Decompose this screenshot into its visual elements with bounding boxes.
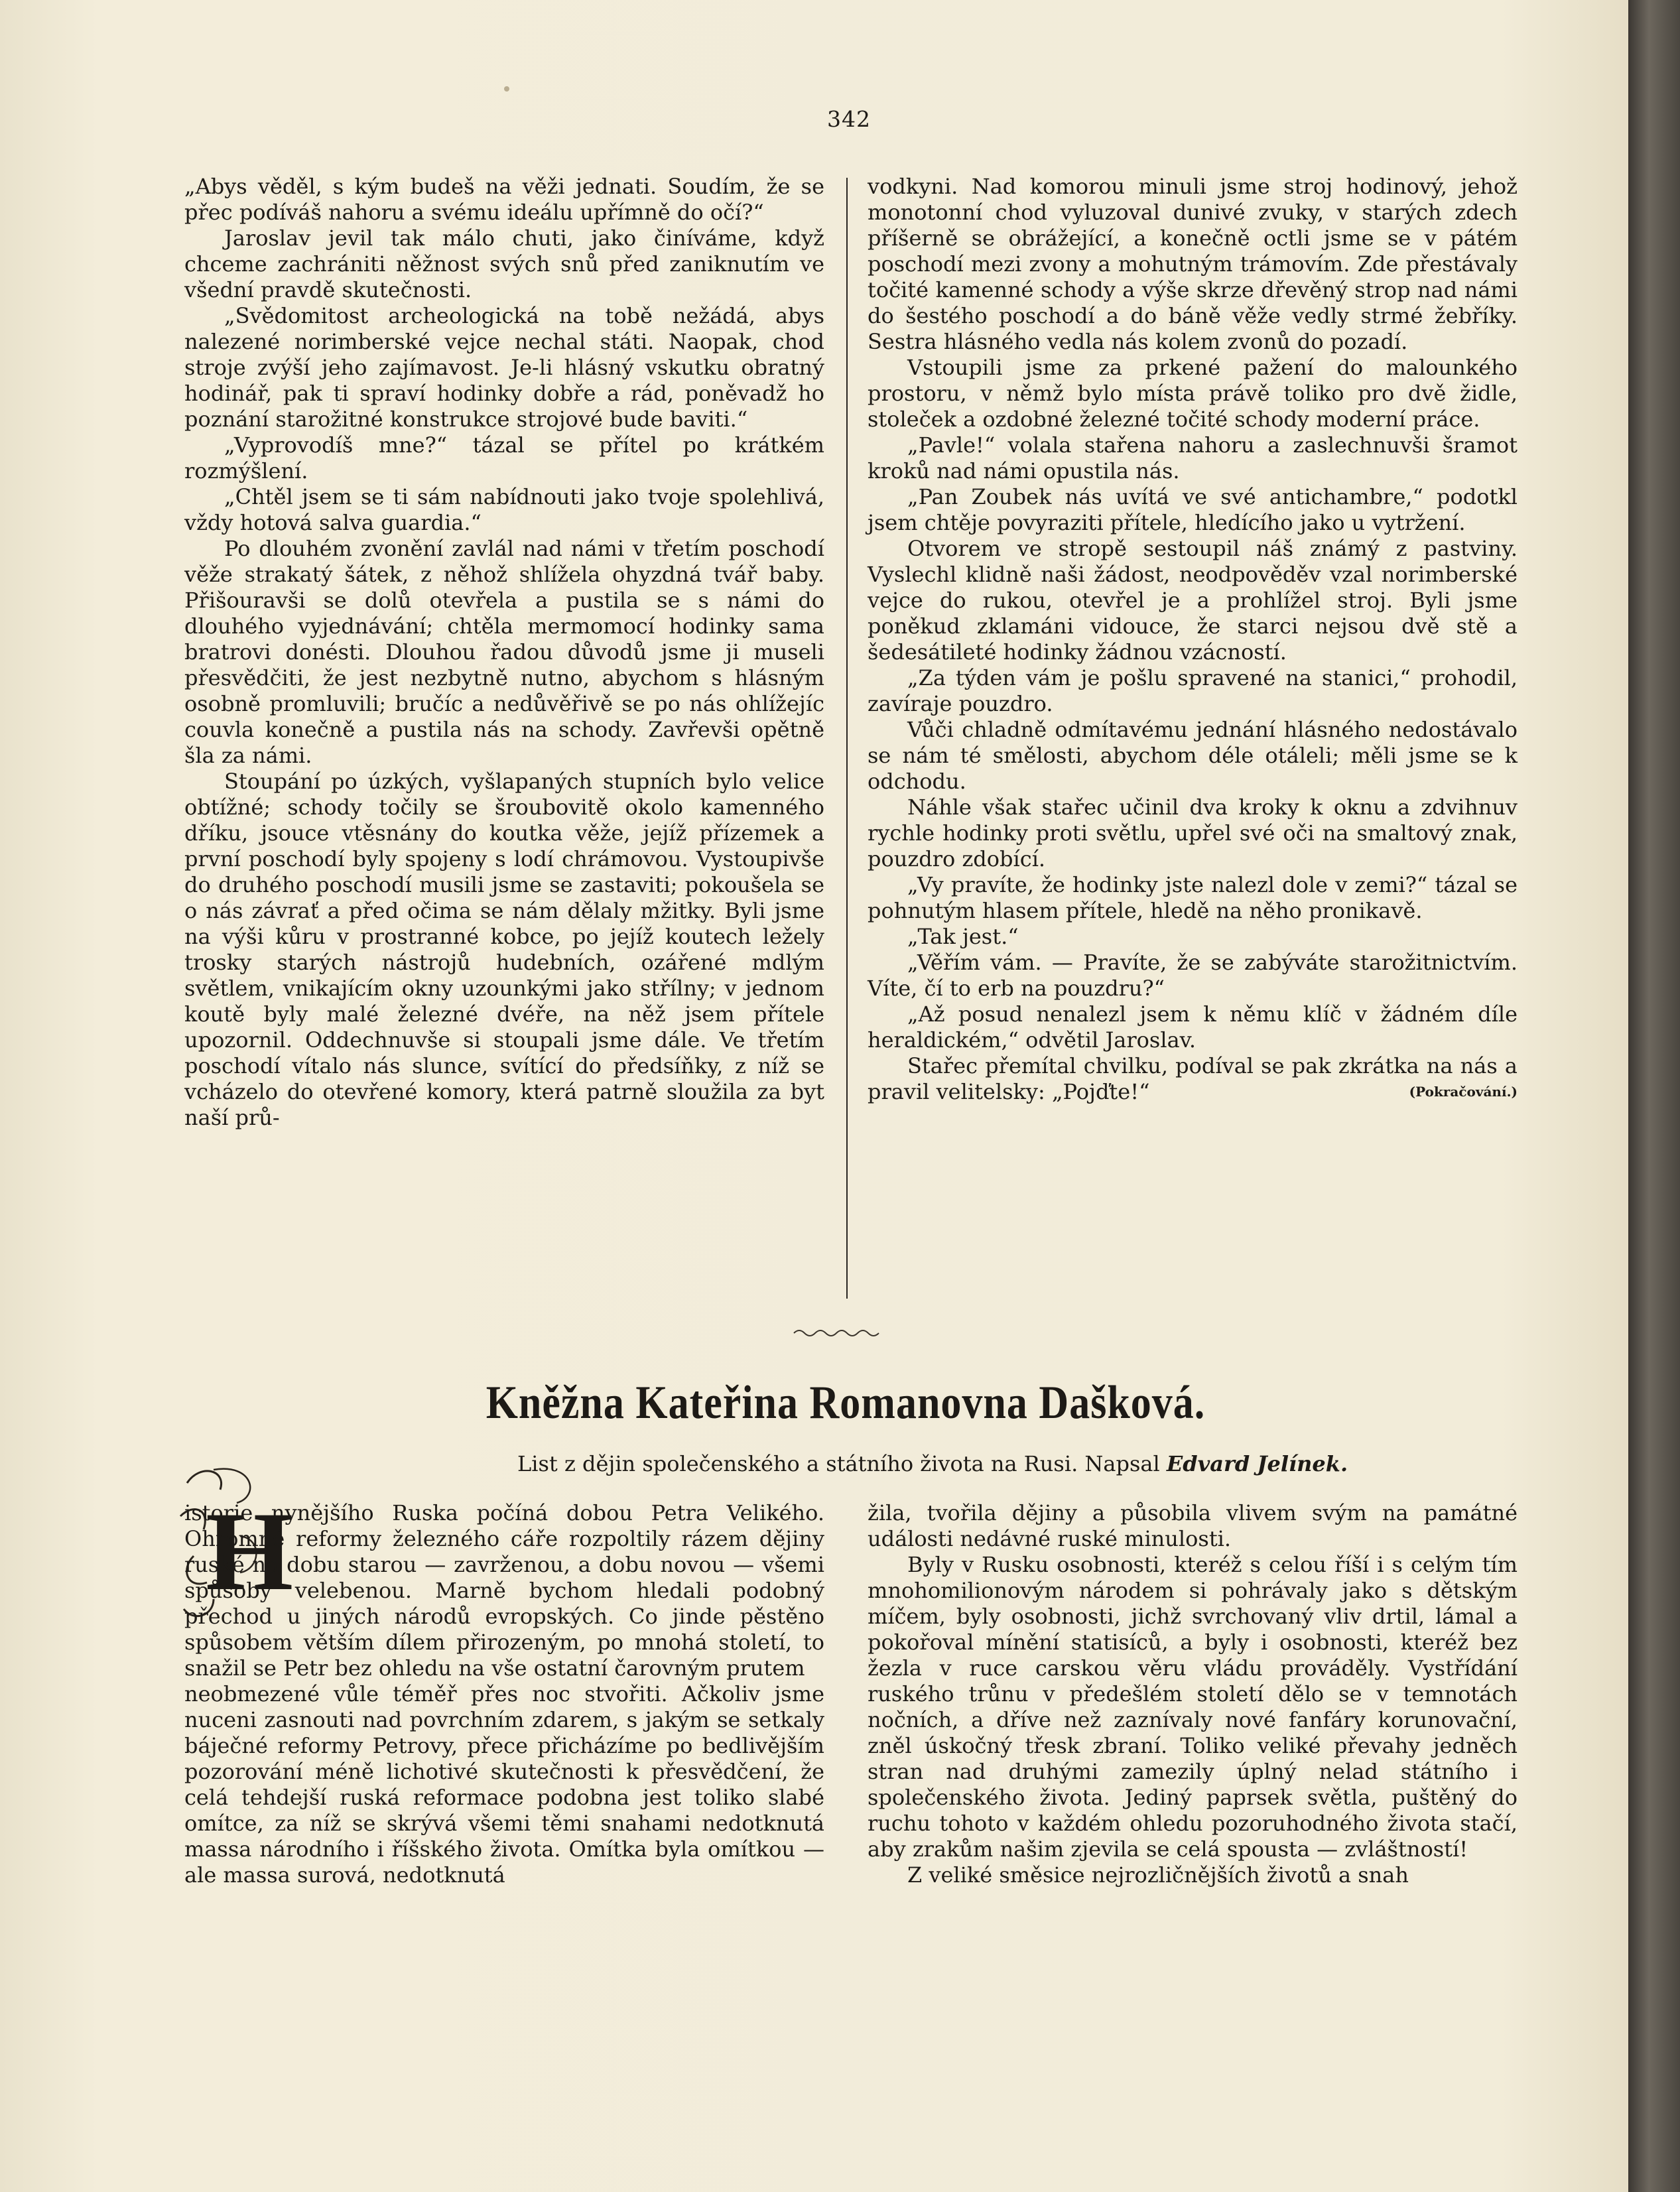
paragraph: istorie nynějšího Ruska počíná dobou Petra Velikého. Ohromné reformy železného cáře rozpoltily rázem dějiny ruské na dobu starou — zavrženou, a dobu novou — všemi spůsoby velebenou. Marně bychom hledali podobný přechod u jiných národů evropských. Co jinde pěstěno spůsobem větším dílem přirozeným, po mnohá století, to snažil se Petr bez ohledu na vše ostatní čarovným prutem: [184, 1500, 824, 1681]
paragraph: „Věřím vám. — Pravíte, že se zabýváte starožitnictvím. Víte, čí to erb na pouzdru?“: [868, 950, 1518, 1001]
paragraph: „Vyprovodíš mne?“ tázal se přítel po krátkém rozmýšlení.: [184, 432, 824, 484]
paragraph: neobmezené vůle téměř přes noc stvořiti. Ačkoliv jsme nuceni zasnouti nad povrchním zdarem, s jakým se setkaly báječné reformy Petrovy, přece přicházíme po bedlivějším pozorování méně lichotivé skutečnosti k přesvědčení, že celá tehdejší ruská reformace podobna jest toliko slabé omítce, za níž se skrývá všemi těmi snahami nedotknutá massa národního i říšského života. Omítka byla omítkou — ale massa surová, nedotknutá: [184, 1681, 824, 1888]
paragraph: „Až posud nenalezl jsem k němu klíč v žádném díle heraldickém,“ odvětil Jaroslav.: [868, 1001, 1518, 1053]
page-number: 342: [827, 106, 871, 132]
section-ornament: [793, 1326, 885, 1340]
final-paragraph: [868, 1053, 1518, 1105]
paragraph: „Vy pravíte, že hodinky jste nalezl dole v zemi?“ tázal se pohnutým hlasem přítele, hledě na něho pronikavě.: [868, 872, 1518, 923]
paragraph: Náhle však stařec učinil dva kroky k oknu a zdvihnuv rychle hodinky proti světlu, upřel své oči na smaltový znak, pouzdro zdobící.: [868, 795, 1518, 871]
paragraph: Byly v Rusku osobnosti, kteréž s celou říší i s celým tím mnohomilionovým národem si pohrávaly jako s dětským míčem, byly osobnosti, jichž svrchovaný vliv drtil, lámal a pokořoval mínění statisíců, a byly i osobnosti, kteréž bez žezla v ruce carskou věru vládu prováděly. Vystřídání ruského trůnu v předešlém století dělo se v temnotách nočních, a dříve než zaznívaly nové fanfáry korunovační, zněl úskočný třesk zbraní. Toliko veliké převahy jedněch stran nad druhými zamezily úplný nelad státního i společenského života. Jediný paprsek světla, puštěný do ruchu tohoto v každém ohledu pozoruhodného života stačí, aby zrakům našim zjevila se celá spousta — zvláštností!: [868, 1552, 1518, 1862]
paragraph: vodkyni. Nad komorou minuli jsme stroj hodinový, jehož monotonní chod vyluzoval dunivé zvuky, v starých zdech příšerně se obrážející, a konečně octli jsme se v pátém poschodí mezi zvony a mohutným trámovím. Zde přestávaly točité kamenné schody a výše skrze dřevěný strop nad námi do šestého poschodí a do báně věže vedly strmé žebříky. Sestra hlásného vedla nás kolem zvonů do pozadí.: [868, 174, 1518, 354]
paragraph: „Chtěl jsem se ti sám nabídnouti jako tvoje spolehlivá, vždy hotová salva guardia.“: [184, 484, 824, 535]
paragraph: „Abys věděl, s kým budeš na věži jednati. Soudím, že se přec podíváš nahoru a svému ideálu upřímně do očí?“: [184, 174, 824, 225]
paragraph: Otvorem ve stropě sestoupil náš známý z pastviny. Vyslechl klidně naši žádost, neodpověděv vzal norimberské vejce do rukou, otevřel je a prohlížel stroj. Byli jsme poněkud zklamáni vidouce, že starci nejsou dvě stě a šedesátileté hodinky žádnou vzácností.: [868, 536, 1518, 665]
upper-right-column: [868, 174, 1518, 1105]
paragraph: Stoupání po úzkých, vyšlapaných stupních bylo velice obtížné; schody točily se šroubovitě okolo kamenného dříku, jsouce vtěsnány do koutka věže, jejíž přízemek a první poschodí byly spojeny s lodí chrámovou. Vystoupivše do druhého poschodí musili jsme se zastaviti; pokoušela se o nás závrať a před očima se nám dělaly mžitky. Byli jsme na výši kůru v prostranné kobce, po jejíž koutech ležely trosky starých nástrojů hudebních, ozářené mdlým světlem, vnikajícím okny uzounkými jako střílny; v jednom koutě byly malé železné dvéře, na něž jsem přítele upozornil. Oddechnuvše si stoupali jsme dále. Ve třetím poschodí vítalo nás slunce, svítící do předsíňky, z níž se vcházelo do otevřené komory, která patrně sloužila za byt naší prů-: [184, 769, 824, 1130]
paragraph: „Za týden vám je pošlu spravené na stanici,“ prohodil, zavíraje pouzdro.: [868, 665, 1518, 716]
article-right-column: [868, 1500, 1518, 1888]
paragraph: „Pavle!“ volala stařena nahoru a zaslechnuvši šramot kroků nad námi opustila nás.: [868, 432, 1518, 484]
paper-stain: [504, 86, 509, 92]
paragraph: „Tak jest.“: [907, 924, 1019, 949]
column-divider: [846, 178, 848, 1299]
paragraph: Z veliké směsice nejrozličnějších životů a snah: [907, 1862, 1409, 1888]
continuation-note: (Pokračování.): [1409, 1084, 1518, 1100]
paragraph: „Svědomitost archeologická na tobě nežádá, abys nalezené norimberské vejce nechal státi. Naopak, chod stroje zvýší jeho zajímavost. Je-li hlásný vskutku obratný hodinář, pak ti spraví hodinky dobře a rád, poněvadž ho poznání starožitné konstrukce strojové bude baviti.“: [184, 303, 824, 432]
article-left-column: [184, 1500, 824, 1888]
paragraph: Vůči chladně odmítavému jednání hlásného nedostávalo se nám té smělosti, abychom déle otáleli; měli jsme se k odchodu.: [868, 717, 1518, 794]
paragraph-text: Stařec přemítal chvilku, podíval se pak zkrátka na nás a pravil velitelsky: „Pojďte!“: [868, 1053, 1518, 1104]
paragraph: Jaroslav jevil tak málo chuti, jako činíváme, když chceme zachrániti něžnost svých snů před zaniknutím ve všední pravdě skutečnosti.: [184, 226, 824, 302]
article-title: Kněžna Kateřina Romanovna Dašková.: [485, 1376, 1206, 1429]
paragraph: žila, tvořila dějiny a působila vlivem svým na památné události nedávné ruské minulosti.: [868, 1500, 1518, 1551]
subtitle-text: List z dějin společenského a státního života na Rusi. Napsal: [517, 1451, 1160, 1476]
article-subtitle: [517, 1451, 1366, 1476]
author-name: Edvard Jelínek.: [1166, 1451, 1348, 1476]
paragraph: Po dlouhém zvonění zavlál nad námi v třetím poschodí věže strakatý šátek, z něhož shlížela ohyzdná tvář baby. Přišouravši se dolů otevřela a pustila se s námi do dlouhého vyjednávání; chtěla mermomocí hodinky sama bratrovi donésti. Dlouhou řadou důvodů jsme ji museli přesvědčiti, že jest nezbytně nutno, abychom s hlásným osobně promluvili; bručíc a nedůvěřivě se po nás ohlížejíc couvla konečně a pustila nás na schody. Zavřevši opětně šla za námi.: [184, 536, 824, 768]
upper-left-column: [184, 174, 824, 1131]
page-edge: [1628, 0, 1680, 2192]
paragraph: „Pan Zoubek nás uvítá ve své antichambre,“ podotkl jsem chtěje povyraziti přítele, hledícího jako u vytržení.: [868, 484, 1518, 535]
paragraph: Vstoupili jsme za prkené pažení do malounkého prostoru, v němž bylo místa právě toliko pro dvě židle, stoleček a ozdobné železné točité schody moderní práce.: [868, 355, 1518, 432]
drop-cap-letter: H: [206, 1489, 294, 1614]
